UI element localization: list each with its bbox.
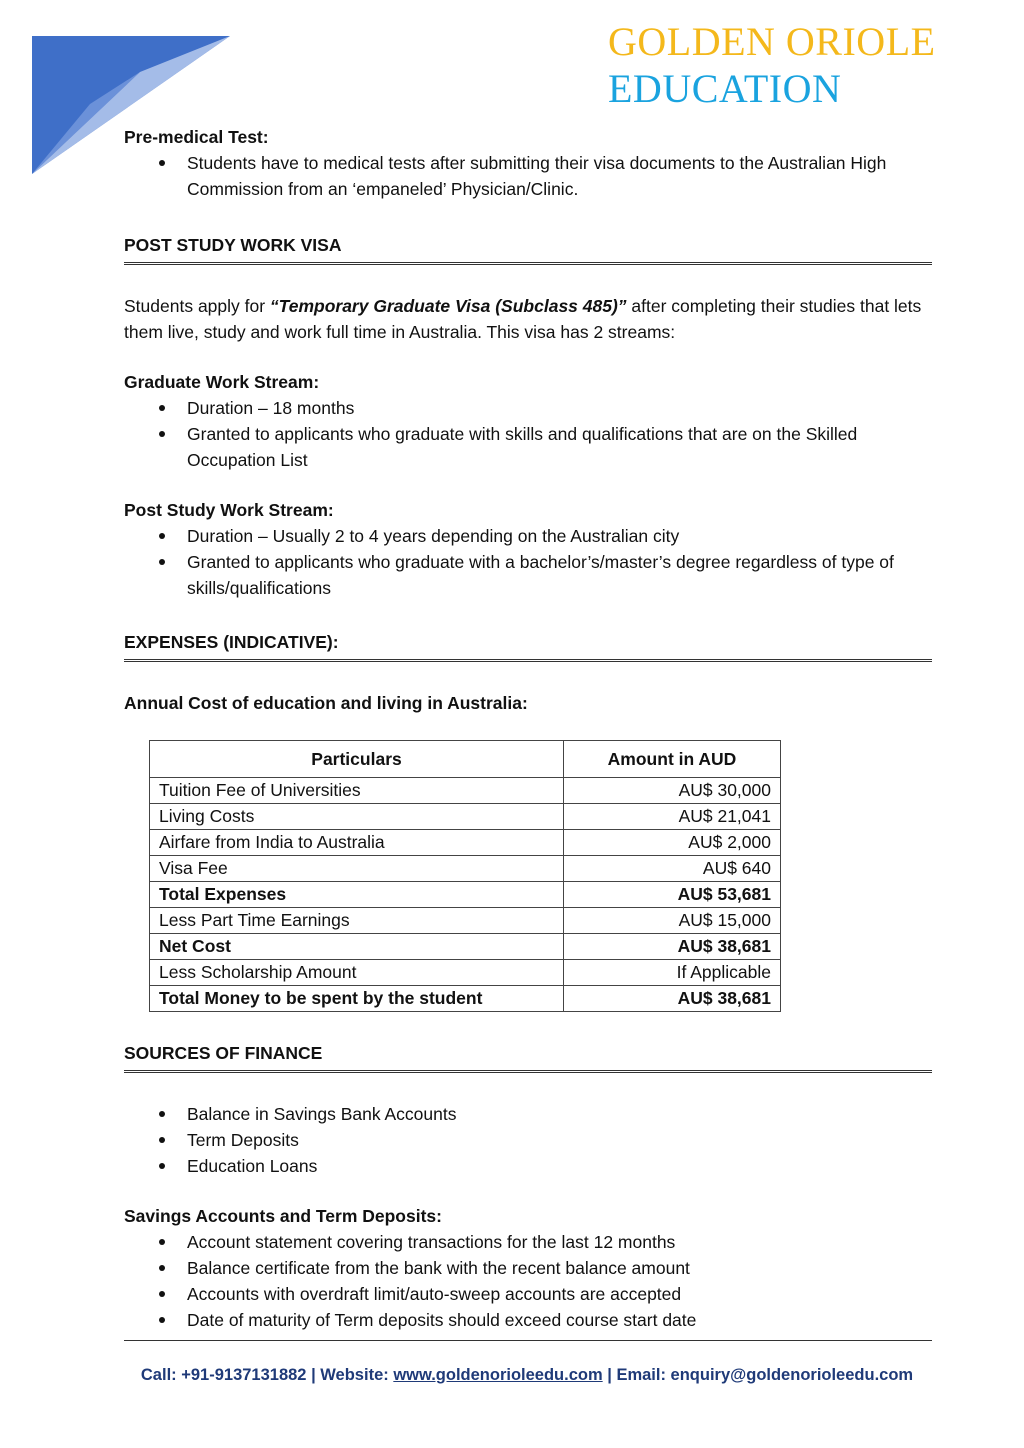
table-header-amount: Amount in AUD	[564, 741, 781, 778]
table-row	[150, 856, 781, 882]
post-study-stream-title: Post Study Work Stream:	[124, 500, 334, 520]
list-item: Accounts with overdraft limit/auto-sweep accounts are accepted	[124, 1281, 932, 1307]
table-cell-particular: Visa Fee	[150, 856, 564, 882]
list-item: Granted to applicants who graduate with skills and qualifications that are on the Skilled Occupation List	[124, 421, 932, 473]
intro-text-start: Students apply for	[124, 296, 270, 316]
list-item: Duration – 18 months	[124, 395, 932, 421]
footer-separator: |	[602, 1366, 617, 1384]
list-item: Students have to medical tests after submitting their visa documents to the Australian High Commission from an ‘empaneled’ Physician/Clinic.	[124, 150, 932, 202]
table-row	[150, 908, 781, 934]
table-cell-amount: AU$ 53,681	[564, 882, 781, 908]
table-cell-particular: Living Costs	[150, 804, 564, 830]
expenses-subheading: Annual Cost of education and living in Australia:	[124, 693, 528, 713]
premedical-list	[124, 150, 932, 202]
list-item: Balance certificate from the bank with the recent balance amount	[124, 1255, 932, 1281]
footer-email: Email: enquiry@goldenorioleedu.com	[616, 1366, 914, 1384]
table-row-net-cost	[150, 934, 781, 960]
finance-sources-list	[124, 1101, 932, 1179]
brand-line-1: GOLDEN ORIOLE	[608, 19, 936, 64]
premedical-title: Pre-medical Test:	[124, 127, 269, 147]
list-item: Date of maturity of Term deposits should exceed course start date	[124, 1307, 932, 1333]
list-item: Account statement covering transactions for the last 12 months	[124, 1229, 932, 1255]
table-cell-particular: Total Expenses	[150, 882, 564, 908]
table-cell-particular: Tuition Fee of Universities	[150, 778, 564, 804]
visa-subclass-name: “Temporary Graduate Visa (Subclass 485)”	[269, 296, 627, 316]
table-cell-particular: Net Cost	[150, 934, 564, 960]
graduate-stream-title: Graduate Work Stream:	[124, 372, 320, 392]
list-item: Granted to applicants who graduate with a bachelor’s/master’s degree regardless of type of skills/qualifications	[124, 549, 932, 601]
brand-logo	[608, 19, 936, 111]
table-row	[150, 960, 781, 986]
table-header-particulars: Particulars	[150, 741, 564, 778]
table-cell-amount: AU$ 2,000	[564, 830, 781, 856]
table-cell-amount: AU$ 38,681	[564, 986, 781, 1012]
savings-list	[124, 1229, 932, 1333]
section-heading-expenses: EXPENSES (INDICATIVE):	[124, 629, 932, 662]
section-heading-post-study: POST STUDY WORK VISA	[124, 232, 932, 265]
table-row-total-expenses	[150, 882, 781, 908]
footer-website-label: Website:	[320, 1366, 394, 1384]
list-item: Duration – Usually 2 to 4 years depending on the Australian city	[124, 523, 932, 549]
graduate-stream-list	[124, 395, 932, 473]
post-study-stream-list	[124, 523, 932, 601]
savings-title: Savings Accounts and Term Deposits:	[124, 1206, 442, 1226]
list-item: Education Loans	[124, 1153, 932, 1179]
footer-separator: |	[306, 1366, 321, 1384]
footer-website-link[interactable]: www.goldenorioleedu.com	[393, 1366, 603, 1384]
table-header-row	[150, 741, 781, 778]
list-item: Term Deposits	[124, 1127, 932, 1153]
table-cell-particular: Airfare from India to Australia	[150, 830, 564, 856]
table-cell-amount: AU$ 30,000	[564, 778, 781, 804]
expenses-table	[149, 740, 781, 1012]
table-cell-amount: AU$ 38,681	[564, 934, 781, 960]
table-cell-amount: If Applicable	[564, 960, 781, 986]
table-cell-particular: Less Scholarship Amount	[150, 960, 564, 986]
table-row	[150, 830, 781, 856]
table-cell-amount: AU$ 15,000	[564, 908, 781, 934]
table-cell-amount: AU$ 21,041	[564, 804, 781, 830]
footer-contact	[0, 1366, 1024, 1385]
footer-divider	[124, 1340, 932, 1341]
intro-text-end: after completing their studies that lets them live, study and work full time in Australia. This visa has 2 streams:	[124, 296, 922, 342]
table-cell-amount: AU$ 640	[564, 856, 781, 882]
brand-line-2: EDUCATION	[608, 66, 842, 111]
footer-phone: Call: +91-9137131882	[140, 1366, 307, 1384]
main-content	[124, 124, 932, 1333]
table-row	[150, 778, 781, 804]
section-heading-finance: SOURCES OF FINANCE	[124, 1040, 932, 1073]
table-cell-particular: Total Money to be spent by the student	[150, 986, 564, 1012]
list-item: Balance in Savings Bank Accounts	[124, 1101, 932, 1127]
post-study-intro	[124, 293, 932, 345]
table-row	[150, 804, 781, 830]
table-cell-particular: Less Part Time Earnings	[150, 908, 564, 934]
table-row-total-money	[150, 986, 781, 1012]
